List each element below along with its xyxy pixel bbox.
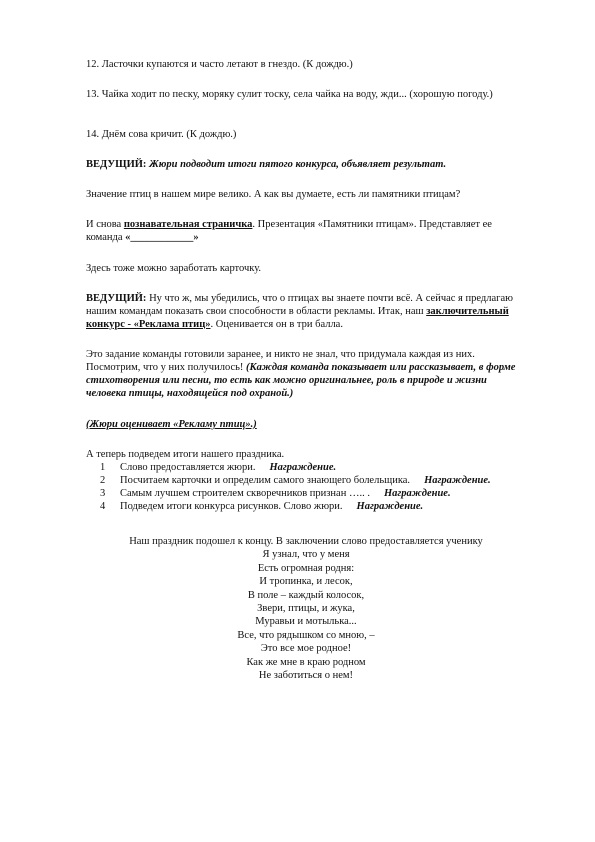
award-label: Награждение. <box>269 462 337 473</box>
host-label: ВЕДУЩИЙ: <box>86 159 147 170</box>
award-label: Награждение. <box>356 501 424 512</box>
closing-poem <box>86 535 526 682</box>
task-instruction: (Каждая команда показывает или рассказывает, в форме стихотворения или песни, то есть как можно оригинальнее, роль в природе и жизни человека птицы, находящейся под охраной.) <box>86 362 516 399</box>
award-label: Награждение. <box>424 475 491 486</box>
award-label: Награждение. <box>383 488 451 499</box>
summary-intro: А теперь подведем итоги нашего праздника. <box>86 449 285 460</box>
cognitive-page-title: познавательная страничка <box>123 219 253 230</box>
poem-line: Я узнал, что у меня <box>262 549 350 561</box>
jury-evaluation-note: (Жюри оценивает «Рекламу птиц».) <box>86 419 257 430</box>
host-paragraph-1 <box>86 158 516 171</box>
sign-14: 14. Днём сова кричит. (К дождю.) <box>86 129 237 140</box>
host-label: ВЕДУЩИЙ: <box>86 293 147 304</box>
poem-line: Не заботиться о нем! <box>258 669 354 681</box>
poem-line: И тропинка, и лесок, <box>259 576 353 588</box>
jury-note: Жюри подводит итоги пятого конкурса, объявляет результат. <box>149 159 447 170</box>
poem-line: Как же мне в краю родном <box>246 656 366 668</box>
sign-12: 12. Ласточки купаются и часто летают в гнездо. (К дождю.) <box>86 59 353 70</box>
list-item: 1 Слово предоставляется жюри. Награждение. <box>100 462 337 473</box>
poem-line: Муравьи и мотылька... <box>255 616 357 628</box>
task-paragraph: Это задание команды готовили заранее, и никто не знал, что придумала каждая из них. Посмотрим, что у них получилось! (Каждая команда показывает или рассказывает, в форме стихотворения или песни, то есть как можно оригинальнее, роль в природе и жизни человека птицы, находящейся под охраной.) <box>86 349 516 399</box>
list-item: 2 Посчитаем карточки и определим самого знающего болельщика. Награждение. <box>100 475 491 486</box>
final-contest-title: заключительный конкурс - «Реклама птиц» <box>86 306 509 330</box>
cognitive-page-paragraph: И снова познавательная страничка. Презентация «Памятники птицам». Представляет ее команда «____________» <box>86 219 492 243</box>
list-item: 3 Самым лучшем строителем скворечников признан ….. . Награждение. <box>100 488 451 499</box>
poem-line: Есть огромная родня: <box>257 562 355 574</box>
summary-list <box>100 461 550 513</box>
poem-line: Все, что рядышком со мною, – <box>237 629 375 641</box>
poem-intro: Наш праздник подошел к концу. В заключении слово предоставляется ученику <box>129 536 483 547</box>
list-item: 4 Подведем итоги конкурса рисунков. Слово жюри. Награждение. <box>100 501 424 512</box>
sign-13: 13. Чайка ходит по песку, моряку сулит тоску, села чайка на воду, жди... (хорошую погоду.) <box>86 89 493 100</box>
earn-card-text: Здесь тоже можно заработать карточку. <box>86 263 262 274</box>
monuments-question: Значение птиц в нашем мире велико. А как вы думаете, есть ли памятники птицам? <box>86 189 461 200</box>
team-blank: «____________» <box>125 232 199 243</box>
poem-line: Звери, птицы, и жука, <box>257 602 355 614</box>
poem-line: Это все мое родное! <box>260 643 352 655</box>
poem-line: В поле – каждый колосок, <box>247 589 365 601</box>
host-paragraph-2: ВЕДУЩИЙ: Ну что ж, мы убедились, что о птицах вы знаете почти всё. А сейчас я предлагаю нашим командам показать свои способности в области рекламы. Итак, наш заключительный конкурс - «Реклама птиц». Оценивается он в три балла. <box>86 293 513 330</box>
